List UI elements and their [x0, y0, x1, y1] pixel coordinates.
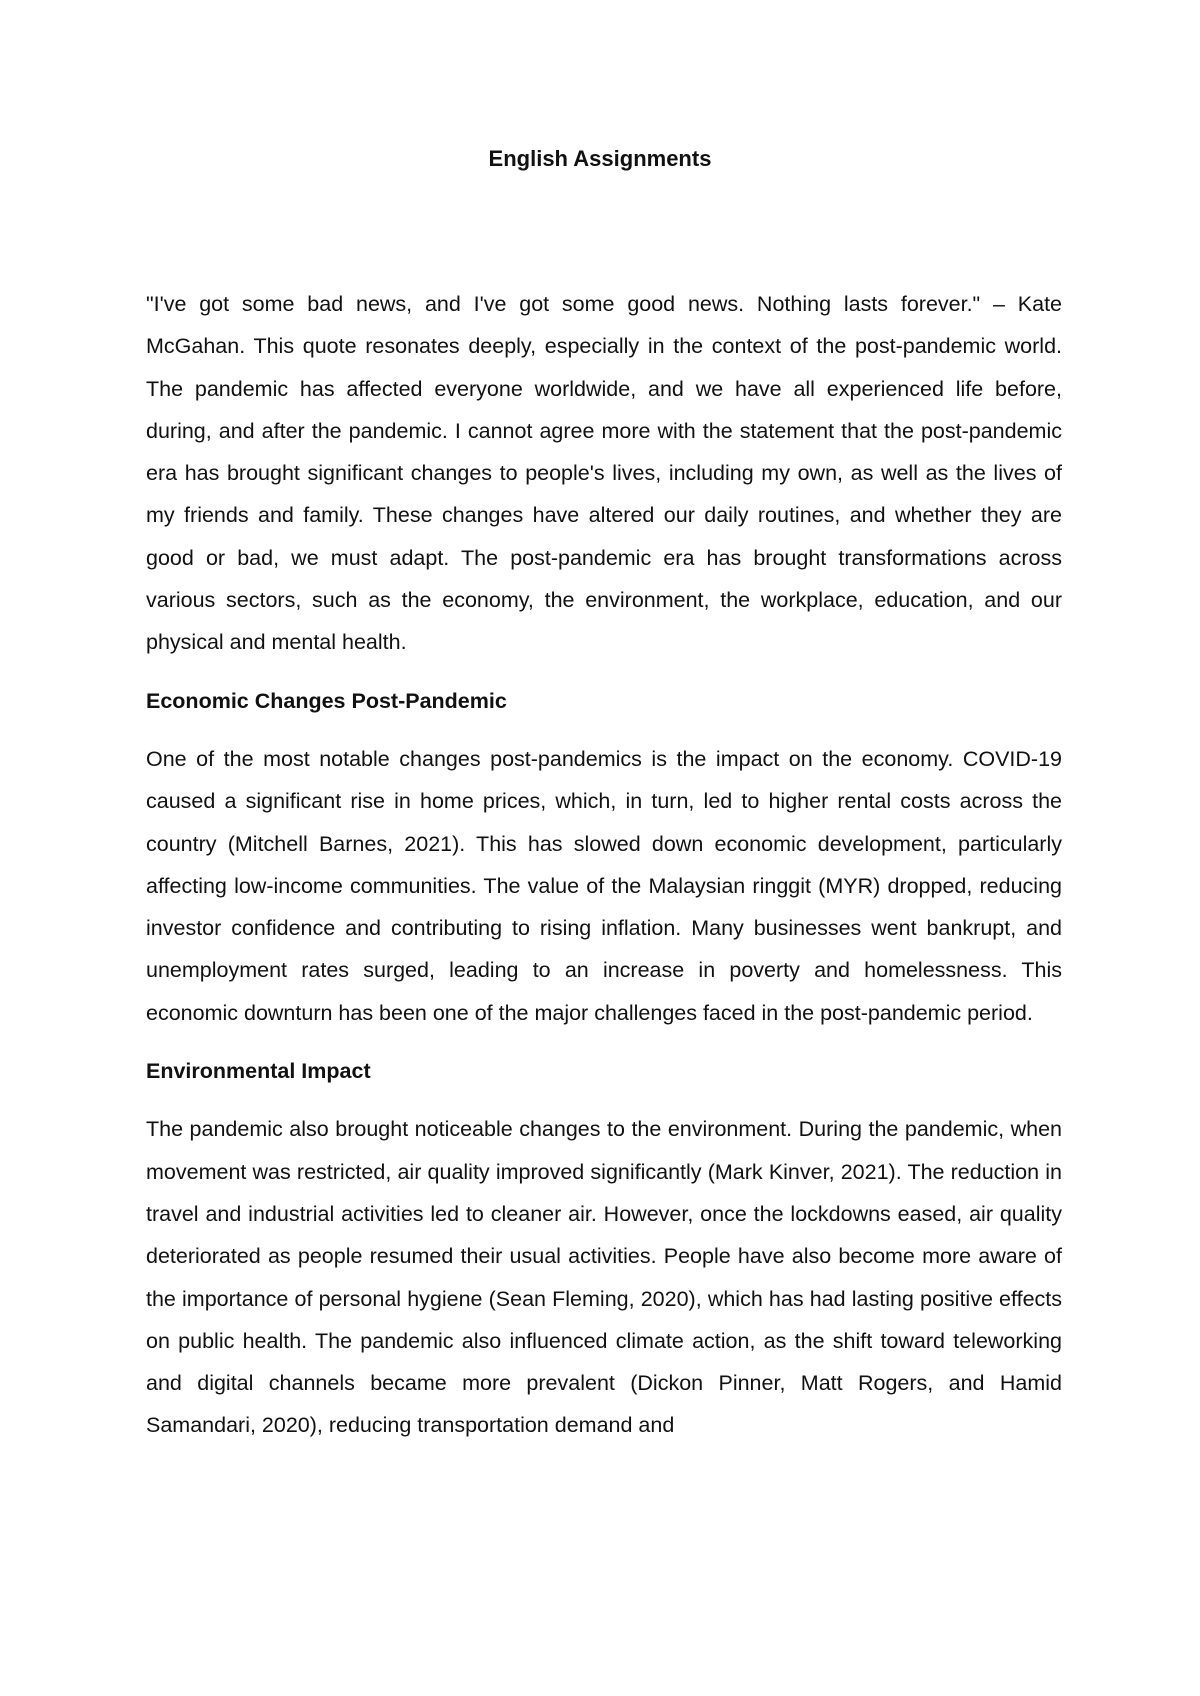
- intro-paragraph: "I've got some bad news, and I've got some good news. Nothing lasts forever." – Kate McGahan. This quote resonates deeply, especially in the context of the post-pandemic world. The pandemic has affected everyone worldwide, and we have all experienced life before, during, and after the pandemic. I cannot agree more with the statement that the post-pandemic era has brought significant changes to people's lives, including my own, as well as the lives of my friends and family. These changes have altered our daily routines, and whether they are good or bad, we must adapt. The post-pandemic era has brought transformations across various sectors, such as the economy, the environment, the workplace, education, and our physical and mental health.: [146, 292, 1062, 655]
- section-body-economic: One of the most notable changes post-pandemics is the impact on the economy. COVID-19 caused a significant rise in home prices, which, in turn, led to higher rental costs across the country (Mitchell Barnes, 2021). This has slowed down economic development, particularly affecting low-income communities. The value of the Malaysian ringgit (MYR) dropped, reducing investor confidence and contributing to rising inflation. Many businesses went bankrupt, and unemployment rates surged, leading to an increase in poverty and homelessness. This economic downturn has been one of the major challenges faced in the post-pandemic period.: [146, 746, 1062, 1025]
- section-body-environmental: The pandemic also brought noticeable changes to the environment. During the pandemic, when movement was restricted, air quality improved significantly (Mark Kinver, 2021). The reduction in travel and industrial activities led to cleaner air. However, once the lockdowns eased, air quality deteriorated as people resumed their usual activities. People have also become more aware of the importance of personal hygiene (Sean Fleming, 2020), which has had lasting positive effects on public health. The pandemic also influenced climate action, as the shift toward teleworking and digital channels became more prevalent (Dickon Pinner, Matt Rogers, and Hamid Samandari, 2020), reducing transportation demand and: [146, 1117, 1062, 1438]
- document-title: English Assignments: [488, 146, 712, 171]
- document-body: [146, 283, 1062, 1447]
- section-heading-environmental: Environmental Impact: [146, 1059, 371, 1084]
- section-heading-economic: Economic Changes Post-Pandemic: [146, 688, 507, 713]
